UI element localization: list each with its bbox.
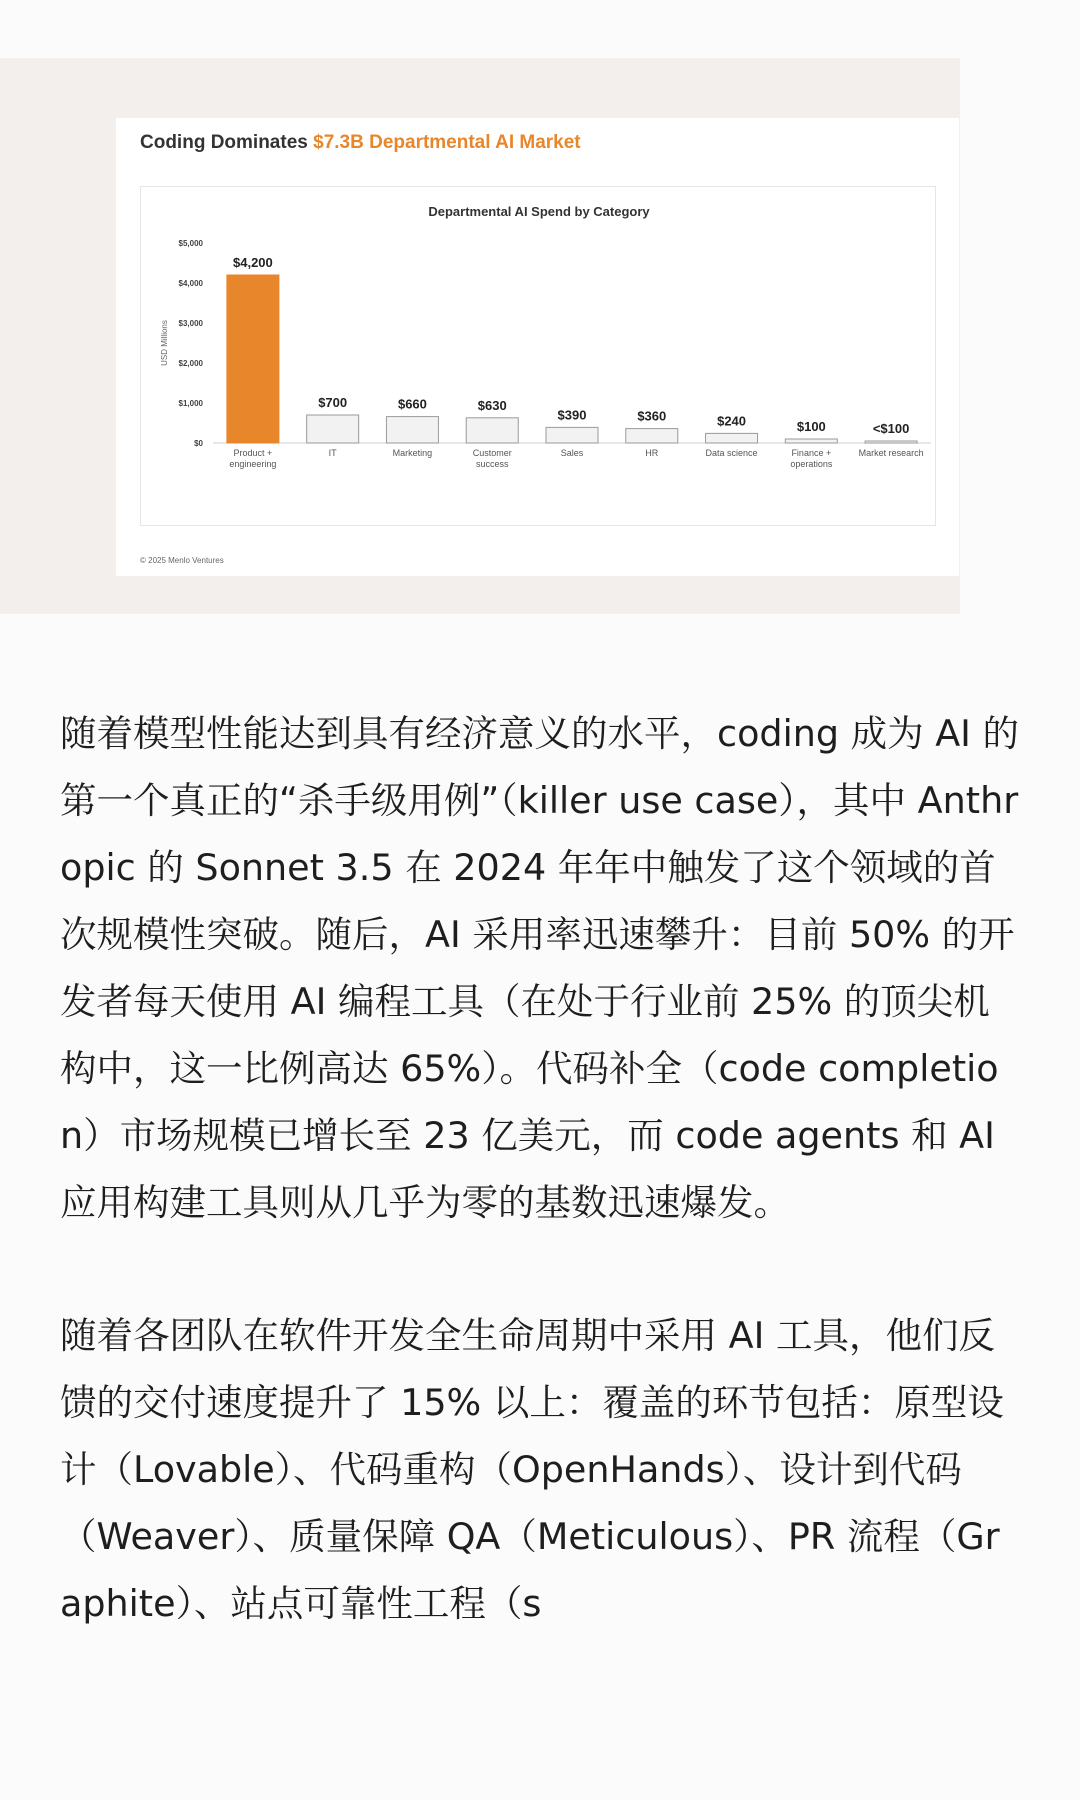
x-tick-label: Market research bbox=[858, 448, 924, 458]
bar-value-label: $700 bbox=[318, 395, 348, 410]
bar bbox=[466, 418, 518, 443]
article-paragraph-1: 随着模型性能达到具有经济意义的水平，coding 成为 AI 的第一个真正的“杀手级用例”（killer use case），其中 Anthropic 的 Sonnet 3.5 在 2024 年年中触发了这个领域的首次规模性突破。随后，AI 采用率迅速攀升：目前 50% 的开发者每天使用 AI 编程工具（在处于行业前 25% 的顶尖机构中，这一比例高达 65%）。代码补全（code completion）市场规模已增长至 23 亿美元，而 code agents 和 AI 应用构建工具则从几乎为零的基数迅速爆发。 bbox=[60, 712, 1020, 1224]
y-tick-label: $0 bbox=[194, 439, 203, 448]
bar-value-label: $390 bbox=[557, 407, 587, 423]
x-tick-label: Finance + bbox=[791, 448, 832, 458]
x-tick-label: HR bbox=[645, 448, 659, 458]
bar bbox=[706, 433, 758, 443]
y-tick-label: $4,000 bbox=[178, 279, 203, 288]
bar-value-label: $630 bbox=[477, 397, 507, 413]
chart-image bbox=[116, 118, 959, 576]
x-tick-label: Customer bbox=[472, 448, 512, 458]
bar bbox=[785, 439, 837, 443]
bar bbox=[307, 415, 359, 443]
figure-title bbox=[140, 132, 581, 154]
article-body bbox=[60, 700, 1020, 1703]
figure-credit: © 2025 Menlo Ventures bbox=[140, 556, 224, 565]
x-tick-label: success bbox=[475, 459, 509, 469]
bar-value-label: $4,200 bbox=[233, 255, 273, 270]
article-paragraph-2: 随着各团队在软件开发全生命周期中采用 AI 工具，他们反馈的交付速度提升了 15% 以上：覆盖的环节包括：原型设计（Lovable）、代码重构（OpenHands）、设计到代码（Weaver）、质量保障 QA（Meticulous）、PR 流程（Graphite）、站点可靠性工程（s bbox=[60, 1314, 1004, 1625]
x-tick-label: Product + bbox=[233, 448, 273, 458]
bar bbox=[546, 427, 598, 443]
x-tick-label: engineering bbox=[229, 459, 277, 469]
bar bbox=[865, 441, 917, 443]
bar-value-label: <$100 bbox=[872, 421, 910, 436]
y-tick-label: $1,000 bbox=[178, 399, 203, 408]
x-tick-label: Marketing bbox=[392, 448, 433, 458]
bar-value-label: $660 bbox=[397, 396, 427, 412]
x-tick-label: Sales bbox=[560, 448, 584, 458]
bar bbox=[386, 417, 438, 443]
bar bbox=[227, 275, 279, 443]
bar bbox=[626, 429, 678, 443]
figure-title-highlight: $7.3B Departmental AI Market bbox=[313, 132, 581, 153]
x-tick-label: operations bbox=[790, 459, 833, 469]
bar-value-label: $100 bbox=[796, 419, 826, 434]
chart-title: Departmental AI Spend by Category bbox=[428, 204, 650, 219]
figure-title-prefix: Coding Dominates bbox=[140, 132, 308, 153]
figure-band bbox=[0, 58, 960, 614]
x-tick-label: IT bbox=[328, 448, 337, 458]
chart-frame bbox=[140, 186, 936, 526]
x-tick-label: Data science bbox=[705, 448, 758, 458]
bar-value-label: $360 bbox=[637, 408, 667, 424]
y-tick-label: $3,000 bbox=[178, 319, 203, 328]
y-tick-label: $2,000 bbox=[178, 359, 203, 368]
bar-chart bbox=[141, 187, 937, 527]
y-axis-label: USD Millions bbox=[160, 320, 169, 366]
bar-value-label: $240 bbox=[717, 413, 747, 429]
y-tick-label: $5,000 bbox=[178, 239, 203, 248]
